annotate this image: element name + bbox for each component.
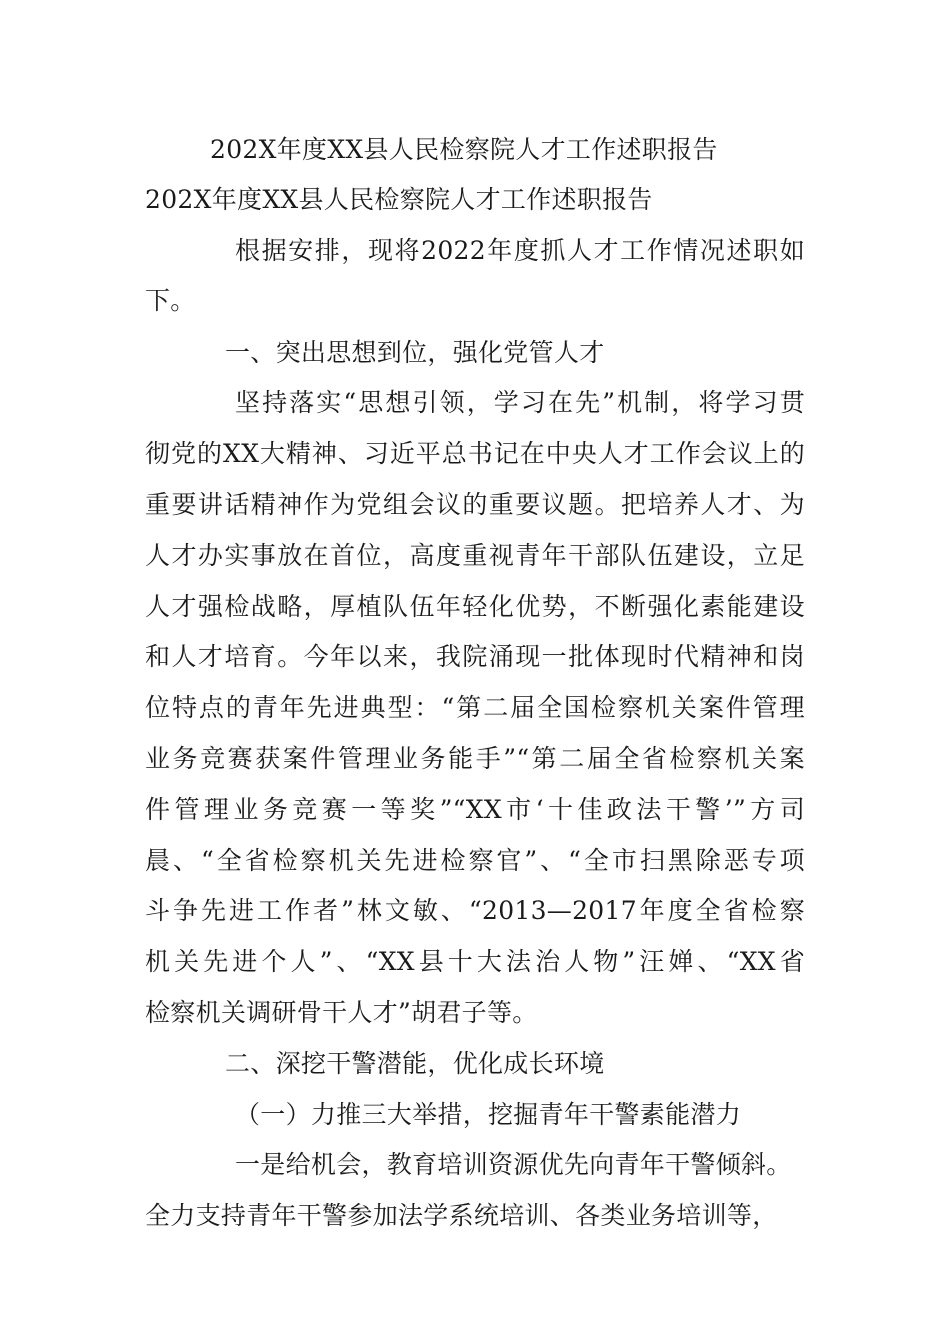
section-heading: 一、突出思想到位，强化党管人才 bbox=[225, 338, 605, 367]
paragraph-line: 一是给机会，教育培训资源优先向青年干警倾斜。 bbox=[235, 1150, 792, 1179]
paragraph-line: 检察机关调研骨干人才”胡君子等。 bbox=[145, 998, 538, 1027]
paragraph-line: 业务竞赛获案件管理业务能手”“第二届全省检察机关案 bbox=[145, 744, 805, 773]
paragraph-line: 人才强检战略，厚植队伍年轻化优势，不断强化素能建设 bbox=[145, 592, 805, 621]
paragraph-line: 晨、“全省检察机关先进检察官”、“全市扫黑除恶专项 bbox=[145, 846, 805, 875]
paragraph-line: 件管理业务竞赛一等奖”“XX市‘十佳政法干警’”方司 bbox=[145, 795, 805, 824]
document-title-repeat: 202X年度XX县人民检察院人才工作述职报告 bbox=[145, 185, 653, 214]
paragraph-line: 全力支持青年干警参加法学系统培训、各类业务培训等， bbox=[145, 1201, 778, 1230]
section-heading: 二、深挖干警潜能，优化成长环境 bbox=[225, 1049, 605, 1078]
intro-line: 根据安排，现将2022年度抓人才工作情况述职如 bbox=[235, 236, 805, 265]
intro-line: 下。 bbox=[145, 286, 196, 315]
paragraph-line: 坚持落实“思想引领，学习在先”机制，将学习贯 bbox=[235, 388, 805, 417]
paragraph-line: 和人才培育。今年以来，我院涌现一批体现时代精神和岗 bbox=[145, 642, 805, 671]
document-title: 202X年度XX县人民检察院人才工作述职报告 bbox=[210, 135, 718, 164]
paragraph-line: 彻党的XX大精神、习近平总书记在中央人才工作会议上的 bbox=[145, 439, 805, 468]
paragraph-line: 位特点的青年先进典型：“第二届全国检察机关案件管理 bbox=[145, 693, 805, 722]
paragraph-line: 人才办实事放在首位，高度重视青年干部队伍建设，立足 bbox=[145, 541, 805, 570]
paragraph-line: 斗争先进工作者”林文敏、“2013—2017年度全省检察 bbox=[145, 896, 805, 925]
paragraph-line: 机关先进个人”、“XX县十大法治人物”汪婵、“XX省 bbox=[145, 947, 805, 976]
paragraph-line: 重要讲话精神作为党组会议的重要议题。把培养人才、为 bbox=[145, 490, 805, 519]
subsection-heading: （一）力推三大举措，挖掘青年干警素能潜力 bbox=[235, 1100, 742, 1129]
